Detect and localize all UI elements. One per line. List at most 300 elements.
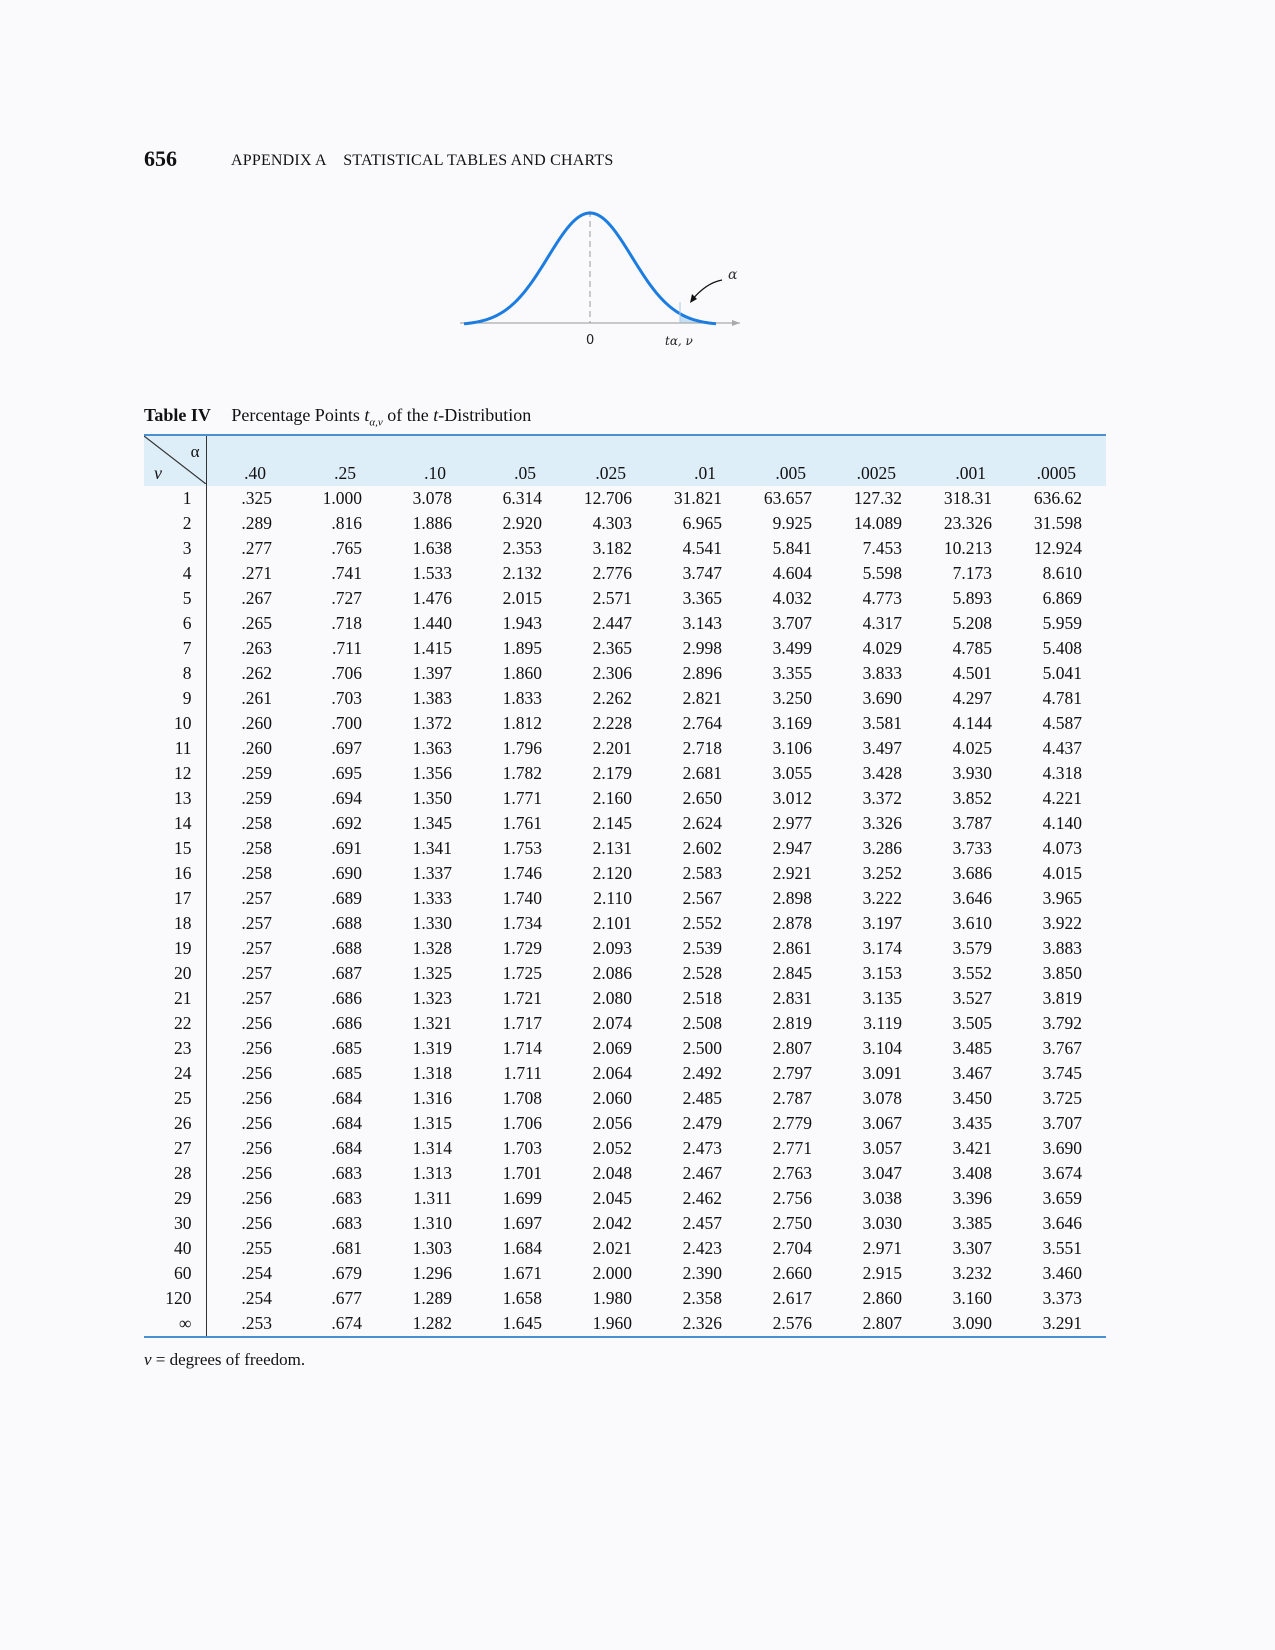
- table-cell: .689: [331, 888, 362, 908]
- table-cell: .706: [331, 663, 362, 683]
- table-cell: 2.571: [592, 588, 632, 608]
- running-title: APPENDIX A STATISTICAL TABLES AND CHARTS: [231, 152, 614, 169]
- table-cell: 2.074: [592, 1013, 632, 1033]
- table-cell: 2.756: [772, 1188, 812, 1208]
- table-cell: 3.174: [862, 938, 902, 958]
- table-row: [144, 1011, 1106, 1036]
- row-label-nu: 17: [144, 886, 206, 911]
- table-cell: .259: [241, 763, 272, 783]
- alpha-arrow: [692, 280, 722, 300]
- table-cell: .257: [241, 938, 272, 958]
- caption-symbol: t: [364, 405, 370, 425]
- table-cell: 10.213: [943, 538, 992, 558]
- row-label-nu: 21: [144, 986, 206, 1011]
- table-cell: 3.119: [863, 1013, 902, 1033]
- table-cell: 2.787: [772, 1088, 812, 1108]
- table-cell: 3.435: [952, 1113, 992, 1133]
- table-cell: 4.541: [682, 538, 722, 558]
- row-label-nu: 23: [144, 1036, 206, 1061]
- table-cell: 3.505: [952, 1013, 992, 1033]
- table-cell: 3.767: [1042, 1038, 1082, 1058]
- table-cell: .256: [241, 1038, 272, 1058]
- running-head: [144, 146, 614, 172]
- table-row: [144, 1111, 1106, 1136]
- table-cell: .256: [241, 1213, 272, 1233]
- table-cell: 3.232: [952, 1263, 992, 1283]
- table-cell: 1.711: [503, 1063, 542, 1083]
- table-cell: 2.021: [592, 1238, 632, 1258]
- column-header: .25: [296, 435, 386, 486]
- table-cell: 1.706: [502, 1113, 542, 1133]
- table-row: [144, 511, 1106, 536]
- table-cell: 3.965: [1042, 888, 1082, 908]
- table-cell: 2.660: [772, 1263, 812, 1283]
- table-cell: 2.518: [682, 988, 722, 1008]
- table-cell: 3.787: [952, 813, 992, 833]
- table-cell: .260: [241, 713, 272, 733]
- table-cell: 12.706: [583, 488, 632, 508]
- table-cell: 2.797: [772, 1063, 812, 1083]
- table-cell: 3.725: [1042, 1088, 1082, 1108]
- table-cell: 1.796: [502, 738, 542, 758]
- table-row: [144, 886, 1106, 911]
- table-cell: 2.045: [592, 1188, 632, 1208]
- row-label-nu: 26: [144, 1111, 206, 1136]
- table-cell: .718: [331, 613, 362, 633]
- table-cell: 2.528: [682, 963, 722, 983]
- table-cell: 3.396: [952, 1188, 992, 1208]
- table-cell: 6.965: [682, 513, 722, 533]
- table-cell: 1.729: [502, 938, 542, 958]
- table-row: [144, 911, 1106, 936]
- table-cell: 7.453: [862, 538, 902, 558]
- table-cell: 2.921: [772, 863, 812, 883]
- table-cell: 1.341: [412, 838, 452, 858]
- table-row: [144, 586, 1106, 611]
- table-cell: .253: [206, 1311, 296, 1337]
- table-cell: 2.262: [592, 688, 632, 708]
- table-cell: .688: [331, 913, 362, 933]
- table-cell: 318.31: [943, 488, 992, 508]
- table-cell: 2.447: [592, 613, 632, 633]
- caption-subscript: α,ν: [369, 416, 383, 429]
- table-row: [144, 611, 1106, 636]
- table-cell: 2.042: [592, 1213, 632, 1233]
- table-cell: .289: [241, 513, 272, 533]
- row-label-nu: 60: [144, 1261, 206, 1286]
- table-cell: 1.323: [412, 988, 452, 1008]
- table-cell: .256: [241, 1113, 272, 1133]
- caption-text-pre: Percentage Points: [231, 405, 365, 425]
- table-cell: 2.492: [682, 1063, 722, 1083]
- table-cell: 1.771: [502, 788, 542, 808]
- table-row: [144, 736, 1106, 761]
- table-cell: 2.101: [592, 913, 632, 933]
- table-cell: 1.697: [502, 1213, 542, 1233]
- table-cell: 4.437: [1042, 738, 1082, 758]
- table-cell: .695: [331, 763, 362, 783]
- table-cell: 1.415: [412, 638, 452, 658]
- table-cell: .254: [241, 1263, 272, 1283]
- table-cell: 2.821: [682, 688, 722, 708]
- table-cell: 2.718: [682, 738, 722, 758]
- table-cell: 3.307: [952, 1238, 992, 1258]
- table-cell: 2.131: [592, 838, 632, 858]
- table-cell: 1.734: [502, 913, 542, 933]
- table-cell: 2.845: [772, 963, 812, 983]
- table-cell: .686: [331, 988, 362, 1008]
- table-cell: 1.321: [412, 1013, 452, 1033]
- table-cell: 1.753: [502, 838, 542, 858]
- table-cell: 1.980: [592, 1288, 632, 1308]
- table-cell: 3.067: [862, 1113, 902, 1133]
- table-cell: 636.62: [1033, 488, 1082, 508]
- table-cell: 2.201: [592, 738, 632, 758]
- table-cell: 2.508: [682, 1013, 722, 1033]
- table-cell: 1.645: [476, 1311, 566, 1337]
- footnote-text: = degrees of freedom.: [151, 1350, 306, 1369]
- table-cell: 1.325: [412, 963, 452, 983]
- table-cell: .265: [241, 613, 272, 633]
- table-cell: 2.326: [656, 1311, 746, 1337]
- table-cell: 2.228: [592, 713, 632, 733]
- table-cell: 1.476: [412, 588, 452, 608]
- table-cell: 1.746: [502, 863, 542, 883]
- table-cell: 1.533: [412, 563, 452, 583]
- table-cell: .254: [241, 1288, 272, 1308]
- table-cell: .711: [332, 638, 362, 658]
- table-cell: .267: [241, 588, 272, 608]
- row-label-nu: 10: [144, 711, 206, 736]
- table-cell: .688: [331, 938, 362, 958]
- t-curve-diagram: [460, 205, 800, 355]
- table-cell: 3.690: [1042, 1138, 1082, 1158]
- table-cell: 2.473: [682, 1138, 722, 1158]
- table-cell: 2.064: [592, 1063, 632, 1083]
- column-header: .025: [566, 435, 656, 486]
- table-cell: 3.373: [1042, 1288, 1082, 1308]
- table-row: [144, 1186, 1106, 1211]
- table-cell: 3.385: [952, 1213, 992, 1233]
- table-cell: 3.143: [682, 613, 722, 633]
- table-cell: 3.291: [1016, 1311, 1106, 1337]
- table-cell: .686: [331, 1013, 362, 1033]
- table-cell: 4.144: [952, 713, 992, 733]
- caption-text-post: -Distribution: [438, 405, 532, 425]
- row-label-nu: 25: [144, 1086, 206, 1111]
- caption-italic-t: t: [433, 405, 439, 425]
- table-cell: .256: [241, 1138, 272, 1158]
- table-cell: 1.721: [502, 988, 542, 1008]
- table-cell: 6.869: [1042, 588, 1082, 608]
- table-cell: 2.624: [682, 813, 722, 833]
- table-cell: 3.057: [862, 1138, 902, 1158]
- table-cell: .727: [331, 588, 362, 608]
- row-label-nu: 9: [144, 686, 206, 711]
- table-cell: 2.819: [772, 1013, 812, 1033]
- t-distribution-figure: [460, 205, 800, 355]
- table-cell: 2.145: [592, 813, 632, 833]
- row-label-nu: 8: [144, 661, 206, 686]
- table-cell: .684: [331, 1113, 362, 1133]
- column-header: .0005: [1016, 435, 1106, 486]
- table-cell: 3.690: [862, 688, 902, 708]
- row-label-nu: 14: [144, 811, 206, 836]
- table-cell: .690: [331, 863, 362, 883]
- table-body: [144, 486, 1106, 1337]
- table-cell: 2.583: [682, 863, 722, 883]
- table-cell: .262: [241, 663, 272, 683]
- table-cell: .679: [331, 1263, 362, 1283]
- table-cell: .257: [241, 988, 272, 1008]
- table-row: [144, 861, 1106, 886]
- table-cell: 3.707: [772, 613, 812, 633]
- table-cell: .260: [241, 738, 272, 758]
- table-row: [144, 1261, 1106, 1286]
- table-cell: .677: [331, 1288, 362, 1308]
- table-cell: 31.821: [673, 488, 722, 508]
- table-cell: 3.182: [592, 538, 632, 558]
- row-label-nu: 22: [144, 1011, 206, 1036]
- table-row: [144, 636, 1106, 661]
- table-cell: 6.314: [502, 488, 542, 508]
- table-cell: .683: [331, 1188, 362, 1208]
- table-cell: 7.173: [952, 563, 992, 583]
- table-cell: 3.365: [682, 588, 722, 608]
- header-row: [144, 435, 1106, 486]
- table-cell: 2.080: [592, 988, 632, 1008]
- table-cell: .256: [241, 1063, 272, 1083]
- table-cell: 1.812: [502, 713, 542, 733]
- row-label-nu: ∞: [144, 1311, 206, 1337]
- table-cell: 1.316: [412, 1088, 452, 1108]
- column-header: .01: [656, 435, 746, 486]
- table-cell: 2.750: [772, 1213, 812, 1233]
- table-cell: 3.460: [1042, 1263, 1082, 1283]
- table-cell: .325: [241, 488, 272, 508]
- table-row: [144, 686, 1106, 711]
- caption-text-mid: of the: [382, 405, 434, 425]
- column-header: .40: [206, 435, 296, 486]
- table-cell: 127.32: [853, 488, 902, 508]
- table-cell: 4.029: [862, 638, 902, 658]
- table-cell: 3.499: [772, 638, 812, 658]
- table-cell: 3.078: [862, 1088, 902, 1108]
- row-label-nu: 5: [144, 586, 206, 611]
- density-curve: [464, 213, 716, 324]
- table-cell: 4.318: [1042, 763, 1082, 783]
- table-cell: .256: [241, 1013, 272, 1033]
- table-cell: 2.898: [772, 888, 812, 908]
- table-cell: 3.106: [772, 738, 812, 758]
- table-row: [144, 561, 1106, 586]
- table-cell: 2.771: [772, 1138, 812, 1158]
- table-cell: 2.807: [836, 1311, 926, 1337]
- table-cell: .684: [331, 1088, 362, 1108]
- table-cell: 2.860: [862, 1288, 902, 1308]
- table-cell: .700: [331, 713, 362, 733]
- origin-label: 0: [586, 333, 595, 348]
- table-cell: 3.078: [412, 488, 452, 508]
- table-row: [144, 1236, 1106, 1261]
- table-cell: 2.681: [682, 763, 722, 783]
- table-row: [144, 661, 1106, 686]
- table-row: [144, 936, 1106, 961]
- table-cell: 1.296: [412, 1263, 452, 1283]
- table-cell: 1.282: [386, 1311, 476, 1337]
- row-label-nu: 29: [144, 1186, 206, 1211]
- table-cell: 3.674: [1042, 1163, 1082, 1183]
- table-cell: 1.319: [412, 1038, 452, 1058]
- table-cell: 3.355: [772, 663, 812, 683]
- table-cell: .271: [241, 563, 272, 583]
- table-cell: 2.069: [592, 1038, 632, 1058]
- table-cell: 3.733: [952, 838, 992, 858]
- row-label-nu: 120: [144, 1286, 206, 1311]
- table-cell: 2.977: [772, 813, 812, 833]
- table-cell: 5.959: [1042, 613, 1082, 633]
- table-cell: 1.895: [502, 638, 542, 658]
- table-cell: 1.318: [412, 1063, 452, 1083]
- table-cell: .685: [331, 1063, 362, 1083]
- table-cell: 2.132: [502, 563, 542, 583]
- table-cell: 2.120: [592, 863, 632, 883]
- table-cell: 1.701: [502, 1163, 542, 1183]
- table-row: [144, 761, 1106, 786]
- table-cell: 4.587: [1042, 713, 1082, 733]
- table-cell: 2.485: [682, 1088, 722, 1108]
- table-cell: 5.408: [1042, 638, 1082, 658]
- table-cell: 9.925: [772, 513, 812, 533]
- table-cell: 3.372: [862, 788, 902, 808]
- row-label-nu: 7: [144, 636, 206, 661]
- table-cell: 2.878: [772, 913, 812, 933]
- t-alpha-nu-label: tα, ν: [665, 334, 693, 348]
- table-cell: .277: [241, 538, 272, 558]
- table-cell: .697: [331, 738, 362, 758]
- row-label-nu: 2: [144, 511, 206, 536]
- table-cell: 1.289: [412, 1288, 452, 1308]
- table-cell: .687: [331, 963, 362, 983]
- table-cell: 2.423: [682, 1238, 722, 1258]
- table-row: [144, 836, 1106, 861]
- table-cell: 4.785: [952, 638, 992, 658]
- row-label-nu: 24: [144, 1061, 206, 1086]
- table-cell: 1.345: [412, 813, 452, 833]
- row-label-nu: 20: [144, 961, 206, 986]
- table-cell: 63.657: [763, 488, 812, 508]
- table-cell: 5.841: [772, 538, 812, 558]
- table-cell: .741: [331, 563, 362, 583]
- table-cell: 2.060: [592, 1088, 632, 1108]
- table-cell: 2.896: [682, 663, 722, 683]
- table-cell: 1.330: [412, 913, 452, 933]
- row-label-nu: 1: [144, 486, 206, 511]
- table-cell: 1.310: [412, 1213, 452, 1233]
- table-cell: 3.135: [862, 988, 902, 1008]
- table-cell: 2.479: [682, 1113, 722, 1133]
- table-cell: 3.551: [1042, 1238, 1082, 1258]
- table-cell: 2.048: [592, 1163, 632, 1183]
- table-cell: 1.356: [412, 763, 452, 783]
- table-cell: 1.350: [412, 788, 452, 808]
- table-row: [144, 786, 1106, 811]
- row-label-nu: 6: [144, 611, 206, 636]
- table-cell: 3.747: [682, 563, 722, 583]
- table-cell: 2.052: [592, 1138, 632, 1158]
- table-cell: 3.581: [862, 713, 902, 733]
- table-cell: 2.467: [682, 1163, 722, 1183]
- table-cell: 2.998: [682, 638, 722, 658]
- column-header: .005: [746, 435, 836, 486]
- table-cell: 4.501: [952, 663, 992, 683]
- table-cell: 3.850: [1042, 963, 1082, 983]
- table-cell: 2.776: [592, 563, 632, 583]
- table-cell: 23.326: [943, 513, 992, 533]
- table-cell: 1.886: [412, 513, 452, 533]
- table-row: [144, 711, 1106, 736]
- table-cell: 3.485: [952, 1038, 992, 1058]
- table-cell: 1.960: [566, 1311, 656, 1337]
- table-cell: 1.725: [502, 963, 542, 983]
- table-cell: 3.745: [1042, 1063, 1082, 1083]
- table-row: [144, 1286, 1106, 1311]
- table-cell: 3.707: [1042, 1113, 1082, 1133]
- table-cell: 3.012: [772, 788, 812, 808]
- table-cell: 4.015: [1042, 863, 1082, 883]
- column-header: .05: [476, 435, 566, 486]
- table-cell: 3.104: [862, 1038, 902, 1058]
- table-cell: 31.598: [1033, 513, 1082, 533]
- row-label-nu: 11: [144, 736, 206, 761]
- table-row: [144, 961, 1106, 986]
- table-cell: 1.714: [502, 1038, 542, 1058]
- table-cell: 3.421: [952, 1138, 992, 1158]
- table-cell: 3.497: [862, 738, 902, 758]
- table-cell: 1.684: [502, 1238, 542, 1258]
- table-cell: 1.333: [412, 888, 452, 908]
- table-cell: 2.539: [682, 938, 722, 958]
- table-cell: .255: [241, 1238, 272, 1258]
- row-label-nu: 3: [144, 536, 206, 561]
- table-cell: .263: [241, 638, 272, 658]
- table-cell: .685: [331, 1038, 362, 1058]
- table-id: Table IV: [144, 405, 211, 425]
- table-cell: 2.576: [746, 1311, 836, 1337]
- table-cell: 3.883: [1042, 938, 1082, 958]
- table-cell: 1.363: [412, 738, 452, 758]
- table-cell: 3.428: [862, 763, 902, 783]
- table-cell: 4.604: [772, 563, 812, 583]
- table-cell: 3.250: [772, 688, 812, 708]
- row-label-nu: 19: [144, 936, 206, 961]
- table-cell: .258: [241, 838, 272, 858]
- table-cell: 3.646: [1042, 1213, 1082, 1233]
- table-cell: .258: [241, 813, 272, 833]
- table-cell: 3.833: [862, 663, 902, 683]
- table-cell: .691: [331, 838, 362, 858]
- table-cell: 1.397: [412, 663, 452, 683]
- table-cell: 1.833: [502, 688, 542, 708]
- table-cell: 1.311: [413, 1188, 452, 1208]
- table-cell: .681: [331, 1238, 362, 1258]
- table-row: [144, 1036, 1106, 1061]
- row-label-nu: 28: [144, 1161, 206, 1186]
- column-header: .0025: [836, 435, 926, 486]
- table-cell: 3.852: [952, 788, 992, 808]
- table-row: [144, 1211, 1106, 1236]
- table-cell: 12.924: [1033, 538, 1082, 558]
